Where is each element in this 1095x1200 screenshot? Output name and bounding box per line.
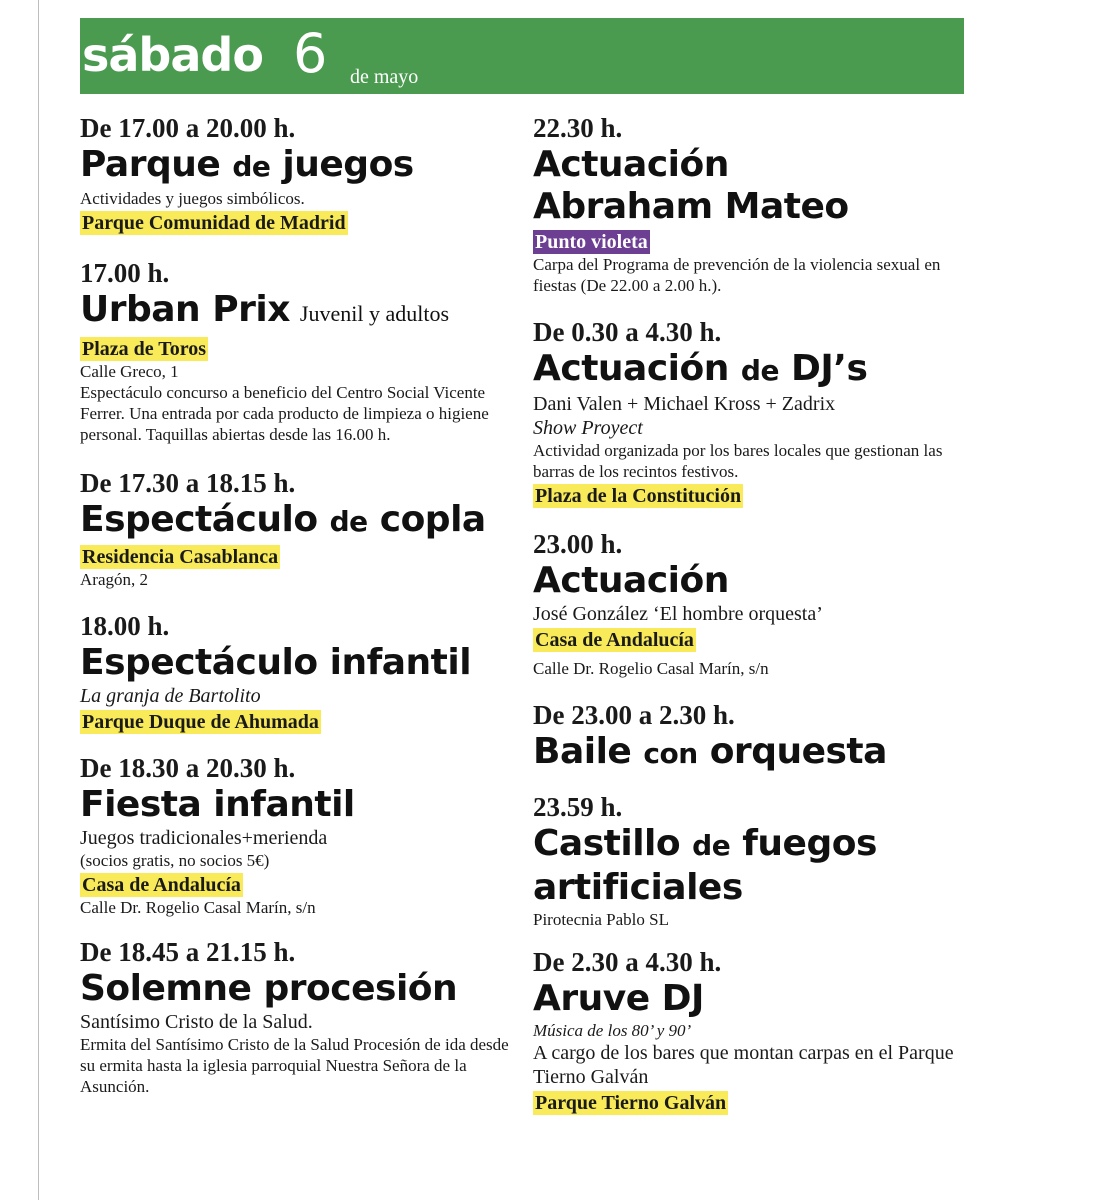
event-title-line2: Abraham Mateo <box>533 186 849 227</box>
event-parque-juegos <box>80 112 520 235</box>
event-location: Punto violeta <box>535 231 648 253</box>
event-title-line2: artificiales <box>533 867 743 908</box>
event-title: Parque de juegos <box>80 144 414 185</box>
event-subtitle: La granja de Bartolito <box>80 685 261 707</box>
event-time: De 23.00 a 2.30 h. <box>533 700 735 730</box>
event-time: 23.00 h. <box>533 529 623 559</box>
event-location: Casa de Andalucía <box>82 874 241 896</box>
event-title: Fiesta infantil <box>80 784 355 825</box>
event-time: De 18.45 a 21.15 h. <box>80 937 296 967</box>
event-title: Espectáculo infantil <box>80 642 472 683</box>
event-time: De 17.00 a 20.00 h. <box>80 113 296 143</box>
event-time: De 2.30 a 4.30 h. <box>533 947 722 977</box>
event-fiesta-infantil <box>80 752 520 918</box>
page-edge-line <box>38 0 39 1200</box>
event-time: 18.00 h. <box>80 611 170 641</box>
event-address: Aragón, 2 <box>80 570 148 589</box>
event-detail: A cargo de los bares que montan carpas en el Parque Tierno Galván <box>533 1042 954 1088</box>
event-actuacion-djs <box>533 316 963 508</box>
event-address: Calle Dr. Rogelio Casal Marín, s/n <box>533 659 769 678</box>
event-location: Plaza de Toros <box>82 338 207 360</box>
event-time: 22.30 h. <box>533 113 623 143</box>
event-title: Actuación <box>533 560 729 601</box>
event-address: Calle Greco, 1 <box>80 362 179 381</box>
event-subtitle: Show Proyect <box>533 417 643 439</box>
event-location: Parque Tierno Galván <box>535 1092 727 1114</box>
event-castillo-fuegos <box>533 791 963 930</box>
event-location: Parque Comunidad de Madrid <box>82 212 346 234</box>
event-description: Pirotecnia Pablo SL <box>533 910 669 929</box>
event-subtitle: Música de los 80’ y 90’ <box>533 1021 692 1040</box>
event-time: De 17.30 a 18.15 h. <box>80 468 296 498</box>
event-solemne-procesion <box>80 936 520 1097</box>
event-detail: Juegos tradicionales+merienda <box>80 827 328 849</box>
event-price: (socios gratis, no socios 5€) <box>80 851 270 870</box>
event-location: Parque Duque de Ahumada <box>82 711 319 733</box>
event-time: 23.59 h. <box>533 792 623 822</box>
event-espectaculo-copla <box>80 467 520 590</box>
event-title: Castillo de fuegos <box>533 823 877 864</box>
event-espectaculo-infantil <box>80 610 520 734</box>
event-abraham-mateo <box>533 112 963 296</box>
event-description: Actividad organizada por los bares locales que gestionan las barras de los recintos festivos. <box>533 441 943 481</box>
event-title: Solemne procesión <box>80 968 458 1009</box>
event-artists: Dani Valen + Michael Kross + Zadrix <box>533 393 836 415</box>
event-title: Aruve DJ <box>533 978 704 1019</box>
day-header-band <box>80 18 964 94</box>
left-column <box>80 112 520 1097</box>
event-actuacion-hombre-orquesta <box>533 528 963 679</box>
event-description: Espectáculo concurso a beneficio del Centro Social Vicente Ferrer. Una entrada por cada producto de limpieza o higiene personal. Taquillas abiertas desde las 16.00 h. <box>80 383 489 444</box>
event-location: Plaza de la Constitución <box>535 485 742 507</box>
right-column <box>533 112 963 1115</box>
event-title: Baile con orquesta <box>533 731 887 772</box>
event-baile-orquesta <box>533 699 963 775</box>
event-location: Casa de Andalucía <box>535 629 694 651</box>
event-title: Espectáculo de copla <box>80 499 486 540</box>
event-detail: Santísimo Cristo de la Salud. <box>80 1011 313 1033</box>
event-time: De 0.30 a 4.30 h. <box>533 317 722 347</box>
event-location: Residencia Casablanca <box>82 546 279 568</box>
event-aruve-dj <box>533 946 963 1115</box>
event-description: Carpa del Programa de prevención de la violencia sexual en fiestas (De 22.00 a 2.00 h.). <box>533 255 941 295</box>
event-time: De 18.30 a 20.30 h. <box>80 753 296 783</box>
event-description: Actividades y juegos simbólicos. <box>80 189 305 208</box>
day-number: 6 <box>293 22 328 85</box>
event-title: Actuación <box>533 144 729 185</box>
event-detail: José González ‘El hombre orquesta’ <box>533 603 823 625</box>
event-title: Actuación de DJ’s <box>533 348 868 389</box>
event-title: Urban Prix Juvenil y adultos <box>80 289 450 330</box>
event-time: 17.00 h. <box>80 258 170 288</box>
day-name: sábado <box>82 28 263 82</box>
month-label: de mayo <box>350 66 419 88</box>
event-urban-prix <box>80 257 520 445</box>
event-address: Calle Dr. Rogelio Casal Marín, s/n <box>80 898 316 917</box>
event-description: Ermita del Santísimo Cristo de la Salud Procesión de ida desde su ermita hasta la iglesia parroquial Nuestra Señora de la Asunción. <box>80 1035 509 1096</box>
